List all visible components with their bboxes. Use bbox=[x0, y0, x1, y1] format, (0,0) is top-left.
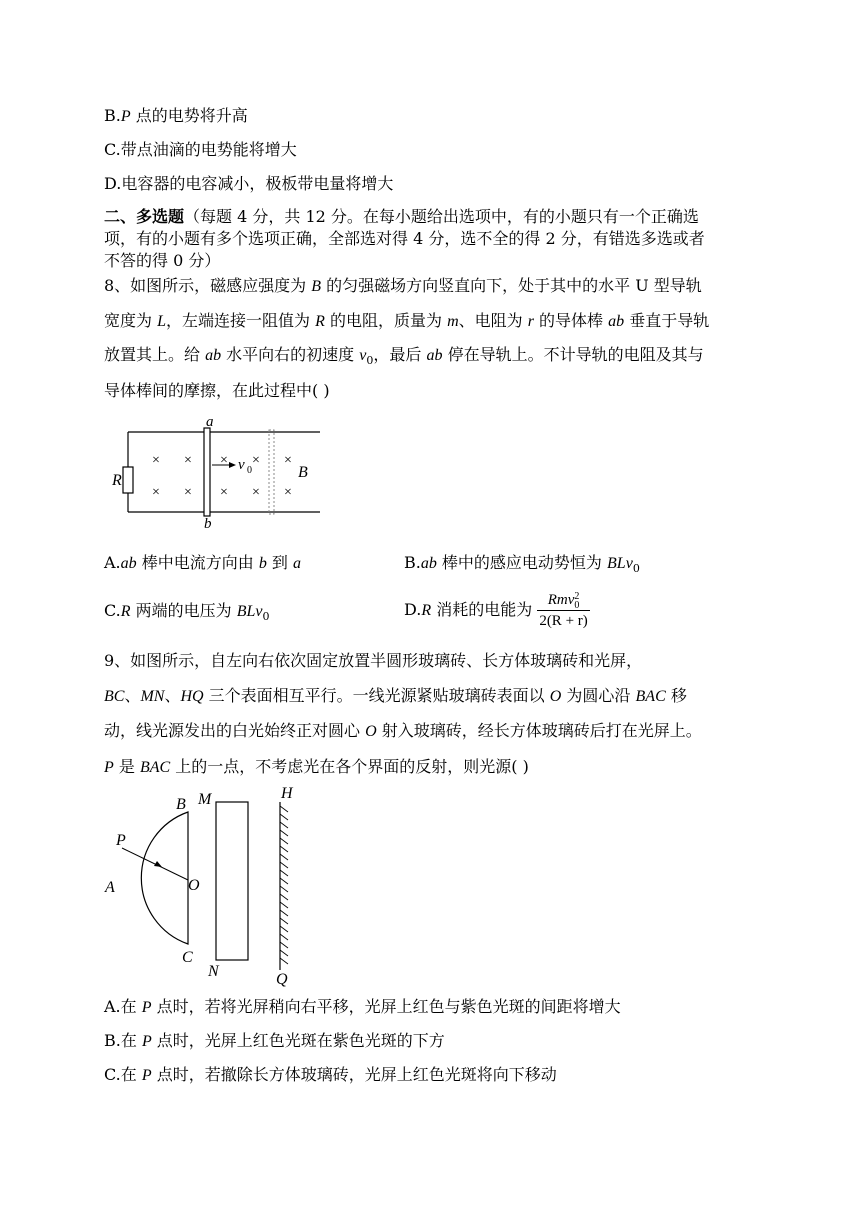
label-C: C bbox=[182, 949, 193, 966]
q8-rail-figure bbox=[108, 412, 328, 532]
label-A: A bbox=[105, 879, 115, 896]
label-P: P bbox=[116, 832, 126, 849]
screen-hatching bbox=[280, 806, 288, 964]
q9-optics-figure bbox=[100, 782, 310, 987]
conductor-rod-ab bbox=[204, 428, 210, 516]
label-N: N bbox=[208, 963, 219, 980]
resistor bbox=[123, 467, 133, 493]
label-H: H bbox=[281, 785, 293, 802]
section-heading: 二、多选题（每题 4 分，共 12 分。在每小题给出选项中，有的小题只有一个正确选 bbox=[104, 207, 699, 226]
label-B-field: B bbox=[298, 464, 308, 481]
q8-option-b: B.ab 棒中的感应电动势恒为 BLv$_0$ bbox=[404, 553, 640, 576]
cross: × bbox=[152, 453, 160, 468]
q9-option-c: C.在 P 点时，若撤除长方体玻璃砖，光屏上红色光斑将向下移动 bbox=[104, 1065, 557, 1084]
rod-final-position bbox=[269, 430, 274, 514]
semicircle-glass bbox=[141, 812, 188, 944]
label-v0: v bbox=[238, 457, 245, 473]
q8-option-c: C.R 两端的电压为 BLv$_0$ bbox=[104, 601, 270, 624]
section-instructions-2: 项，有的小题有多个选项正确，全部选对得 4 分，选不全的得 2 分，有错选多选或者 bbox=[104, 229, 705, 248]
q8-stem-3: 放置其上。给 ab 水平向右的初速度 $v_0$，最后 ab 停在导轨上。不计导轨的电阻及其与 bbox=[104, 345, 704, 368]
label-B: B bbox=[176, 796, 186, 813]
q8-option-a: A.ab 棒中电流方向由 b 到 a bbox=[104, 553, 302, 572]
cross: × bbox=[220, 485, 228, 500]
rectangular-glass bbox=[216, 802, 248, 960]
energy-fraction: Rmv2 0 2(R + r) bbox=[539, 590, 588, 629]
q9-stem-1: 9、如图所示，自左向右依次固定放置半圆形玻璃砖、长方体玻璃砖和光屏， bbox=[104, 651, 643, 670]
q8-stem-1: 8、如图所示，磁感应强度为 B 的匀强磁场方向竖直向下，处于其中的水平 U 型导轨 bbox=[104, 276, 702, 295]
q9-stem-3: 动，线光源发出的白光始终正对圆心 O 射入玻璃砖，经长方体玻璃砖后打在光屏上。 bbox=[104, 721, 702, 740]
label-Q: Q bbox=[276, 971, 288, 987]
cross: × bbox=[252, 453, 260, 468]
q8-stem-4: 导体棒间的摩擦，在此过程中( ) bbox=[104, 381, 330, 400]
q9-option-b: B.在 P 点时，光屏上红色光斑在紫色光斑的下方 bbox=[104, 1031, 445, 1050]
q8-stem-2: 宽度为 L，左端连接一阻值为 R 的电阻，质量为 m、电阻为 r 的导体棒 ab 垂直于导轨 bbox=[104, 311, 710, 330]
label-O: O bbox=[188, 877, 200, 894]
label-R: R bbox=[112, 472, 122, 489]
option-d-prev: D.电容器的电容减小，极板带电量将增大 bbox=[104, 174, 394, 193]
cross: × bbox=[220, 453, 228, 468]
svg-text:0: 0 bbox=[247, 465, 252, 476]
section-instructions-3: 不答的得 0 分） bbox=[104, 251, 221, 270]
field-crosses bbox=[152, 453, 292, 500]
label-a: a bbox=[206, 414, 214, 430]
cross: × bbox=[184, 453, 192, 468]
cross: × bbox=[284, 453, 292, 468]
option-b-prev: B.P 点的电势将升高 bbox=[104, 106, 248, 125]
q9-stem-4: P 是 BAC 上的一点，不考虑光在各个界面的反射，则光源( ) bbox=[104, 757, 529, 776]
q9-option-a: A.在 P 点时，若将光屏稍向右平移，光屏上红色与紫色光斑的间距将增大 bbox=[104, 997, 621, 1016]
option-c-prev: C.带点油滴的电势能将增大 bbox=[104, 140, 297, 159]
cross: × bbox=[184, 485, 192, 500]
label-M: M bbox=[198, 791, 212, 808]
cross: × bbox=[284, 485, 292, 500]
q8-option-d: D.R 消耗的电能为 Rmv2 0 2(R + r) bbox=[404, 590, 588, 629]
cross: × bbox=[152, 485, 160, 500]
label-b: b bbox=[204, 516, 212, 532]
q9-stem-2: BC、MN、HQ 三个表面相互平行。一线光源紧贴玻璃砖表面以 O 为圆心沿 BAC 移 bbox=[104, 686, 687, 705]
cross: × bbox=[252, 485, 260, 500]
